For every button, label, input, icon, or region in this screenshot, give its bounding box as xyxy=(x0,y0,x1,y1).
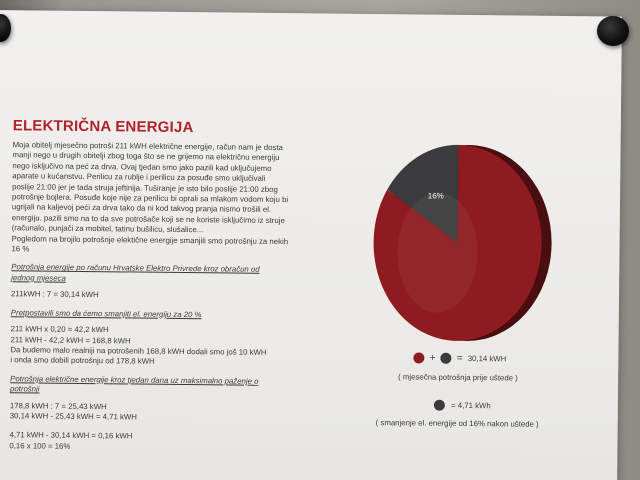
calc-line: i onda smo dobili potrošnju od 178,8 kWH xyxy=(10,355,155,367)
calc-line: 211 kWH x 0,20 = 42,2 kWH xyxy=(10,324,109,335)
calc-line: 0,16 x 100 = 16% xyxy=(9,440,71,451)
intro-line: aparate u kućanstvu. Perilicu za rublje i perilicu za posuđe smo uključivali xyxy=(12,171,266,184)
intro-line: ugrijali na kaljevoj peći za drva tako da ni kod takvog pranja nismo trošili el. xyxy=(11,202,272,215)
intro-line: potrošnje bojlera. Posuđe koje nije za perilicu bi oprali sa mlakom vodom koju bi xyxy=(11,192,289,205)
intro-line: Moja obitelj mjesečno potroši 211 kWH električne energije, račun nam je dosta xyxy=(12,140,283,153)
saving-value: = 4,71 kWh xyxy=(451,400,491,411)
saving-caption: ( smanjenje el. energije od 16% nakon uštede ) xyxy=(375,418,539,429)
intro-line: (računalo, punjači za mobitel, tatinu bušilicu, slušalice... xyxy=(11,223,204,235)
calc-line: 30,14 kWH - 25,43 kWH = 4,71 kWH xyxy=(9,411,137,422)
poster-body xyxy=(9,140,312,454)
poster-title: ELEKTRIČNA ENERGIJA xyxy=(12,117,194,137)
heading-line: Pretpostavili smo da ćemo smanjiti el. energiju za 20 % xyxy=(10,307,202,319)
heading-line: Potrošnja energije po računu Hrvatske Elektro Privrede kroz obračun od xyxy=(11,262,260,275)
calc-line: Da budemo malo realniji na potrošenih 168,8 kWH dodali smo još 10 kWH xyxy=(10,345,267,357)
dark-dot-icon xyxy=(441,353,452,364)
pie-chart-area xyxy=(368,134,570,351)
pie-chart xyxy=(368,134,570,351)
intro-paragraph xyxy=(11,140,312,258)
calc-line: 211kWH : 7 = 30,14 kWH xyxy=(10,289,99,300)
intro-line: manji nego u drugih obitelji zbog toga što se ne grijemo na električnu energiju xyxy=(12,150,280,163)
intro-line: poslije 21:00 jer je tada struja jeftinija. Tuširanje je isto bilo poslije 21:00 zbog xyxy=(12,181,278,194)
calc-line: 178,8 kWH : 7 = 25,43 kWH xyxy=(9,400,107,411)
equals-sign: = xyxy=(456,352,463,364)
pin-icon xyxy=(597,16,629,46)
calc-line: 211 kWH - 42,2 kWH = 168,8 kWH xyxy=(10,334,131,345)
poster xyxy=(0,10,622,480)
intro-line: nego isključivo na peć za drva. Ovaj tjedan smo jako pazili kad uključujemo xyxy=(12,161,272,173)
intro-line: energiju. pazili smo na to da sve potrošače koji se ne koriste isključimo iz struje xyxy=(11,213,285,225)
section2-heading xyxy=(11,308,311,322)
section3-heading xyxy=(10,374,310,398)
heading-line: Potrošnja električne energije kroz tjedan dana uz maksimalno paženje o xyxy=(10,373,259,386)
total-value: 30,14 kWH xyxy=(467,354,507,364)
total-caption: ( mjesečna potrošnja prije uštede ) xyxy=(398,372,518,383)
intro-line: 16 % xyxy=(11,244,30,254)
plus-sign: + xyxy=(429,352,436,364)
intro-line: Pogledom na brojilo potrošnje elektične energije smanjili smo potrošnju za nekih xyxy=(11,233,289,246)
legend-saving xyxy=(434,400,491,412)
red-dot-icon xyxy=(413,352,424,363)
dark-dot-icon xyxy=(434,400,445,411)
legend-total xyxy=(413,352,506,364)
section1-heading xyxy=(11,263,311,287)
heading-line: jednog mjeseca xyxy=(11,273,66,283)
heading-line: potrošnji xyxy=(9,384,40,394)
calc-line: 4,71 kWH - 30,14 kWH = 0,16 kWH xyxy=(9,430,133,441)
